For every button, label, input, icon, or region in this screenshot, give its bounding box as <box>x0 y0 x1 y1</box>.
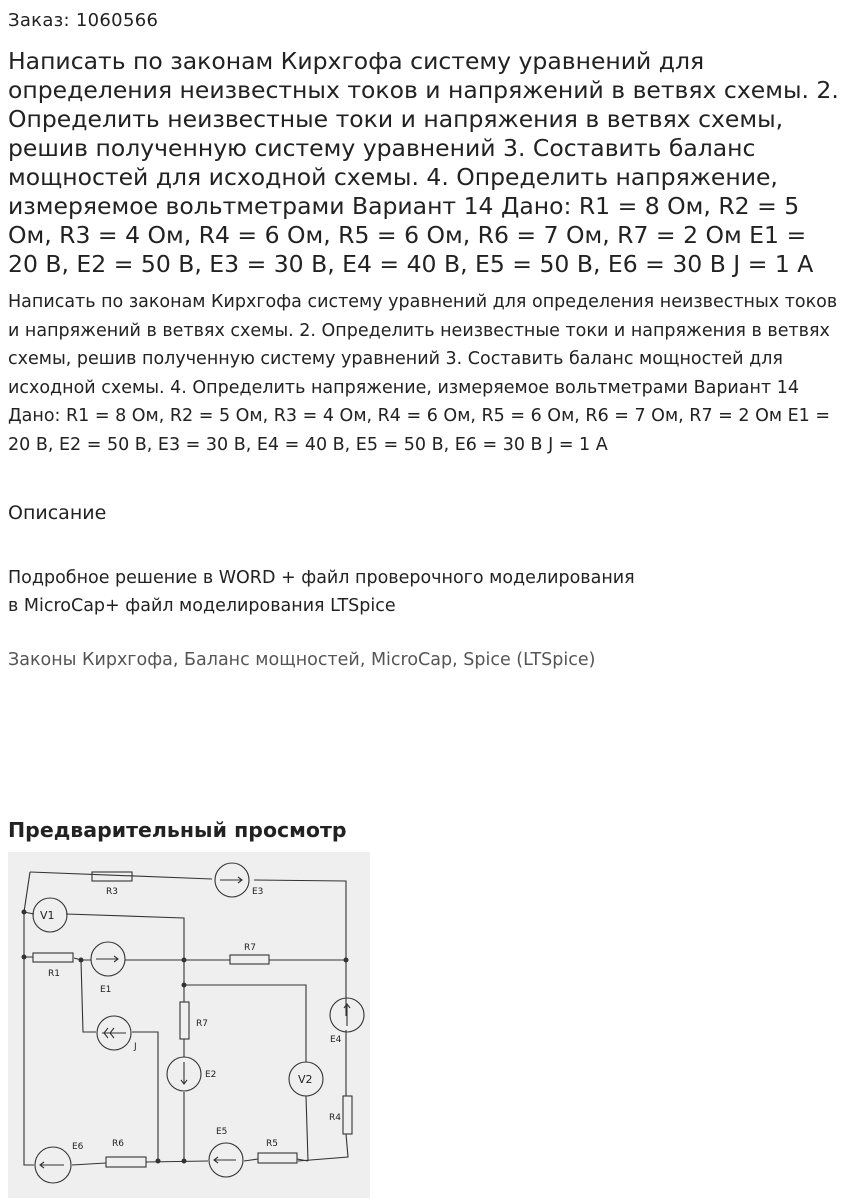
label-e3: E3 <box>252 887 264 897</box>
tag-kirchhoff-laws[interactable]: Законы Кирхгофа <box>8 650 173 670</box>
tag-separator: , <box>172 650 185 670</box>
label-r5: R5 <box>266 1139 278 1149</box>
label-r1: R1 <box>48 969 60 979</box>
tag-list <box>8 650 595 670</box>
label-v1: V1 <box>40 909 55 922</box>
tag-microcap[interactable]: MicroCap <box>370 650 453 670</box>
solution-text <box>8 564 708 620</box>
tag-separator: , <box>452 650 464 670</box>
page-title: Написать по законам Кирхгофа систему уравнений для определения неизвестных токов и напряжений в ветвях схемы. 2. Определить неизвестные токи и напряжения в ветвях схемы, решив полученную систему уравнений 3. Составить баланс мощностей для исходной схемы. 4. Определить напряжение, измеряемое вольтметрами Вариант 14 Дано: R1 = 8 Ом, R2 = 5 Ом, R3 = 4 Ом, R4 = 6 Ом, R5 = 6 Ом, R6 = 7 Ом, R7 = 2 Ом E1 = 20 В, E2 = 50 В, E3 = 30 В, E4 = 40 В, E5 = 50 В, E6 = 30 В J = 1 А <box>8 47 839 278</box>
tag-power-balance[interactable]: Баланс мощностей <box>184 650 360 670</box>
tag-spice[interactable]: Spice (LTSpice) <box>463 650 596 670</box>
preview-image[interactable] <box>8 852 370 1198</box>
label-e5: E5 <box>216 1127 228 1137</box>
solution-line-1: Подробное решение в WORD + файл проверочного моделирования <box>8 568 635 588</box>
label-r3: R3 <box>106 887 118 897</box>
preview-heading: Предварительный просмотр <box>8 818 347 842</box>
label-e1: E1 <box>100 985 112 995</box>
label-e6: E6 <box>72 1142 84 1152</box>
solution-line-2: в MicroCap+ файл моделирования LTSpice <box>8 596 396 616</box>
label-r6: R6 <box>112 1139 124 1149</box>
label-v2: V2 <box>298 1073 313 1086</box>
label-j: J <box>134 1042 137 1052</box>
order-number: Заказ: 1060566 <box>8 10 159 31</box>
label-r7-top: R7 <box>244 943 256 953</box>
tag-separator: , <box>359 650 371 670</box>
description-heading: Описание <box>8 502 107 524</box>
label-r7-mid: R7 <box>196 1019 208 1029</box>
label-e4: E4 <box>330 1035 342 1045</box>
label-r4: R4 <box>329 1113 341 1123</box>
label-e2: E2 <box>205 1070 217 1080</box>
circuit-diagram <box>8 852 370 1198</box>
task-description: Написать по законам Кирхгофа систему уравнений для определения неизвестных токов и напряжений в ветвях схемы. 2. Определить неизвестные токи и напряжения в ветвях схемы, решив полученную систему уравнений 3. Составить баланс мощностей для исходной схемы. 4. Определить напряжение, измеряемое вольтметрами Вариант 14 Дано: R1 = 8 Ом, R2 = 5 Ом, R3 = 4 Ом, R4 = 6 Ом, R5 = 6 Ом, R6 = 7 Ом, R7 = 2 Ом E1 = 20 В, E2 = 50 В, E3 = 30 В, E4 = 40 В, E5 = 50 В, E6 = 30 В J = 1 А <box>8 292 838 455</box>
